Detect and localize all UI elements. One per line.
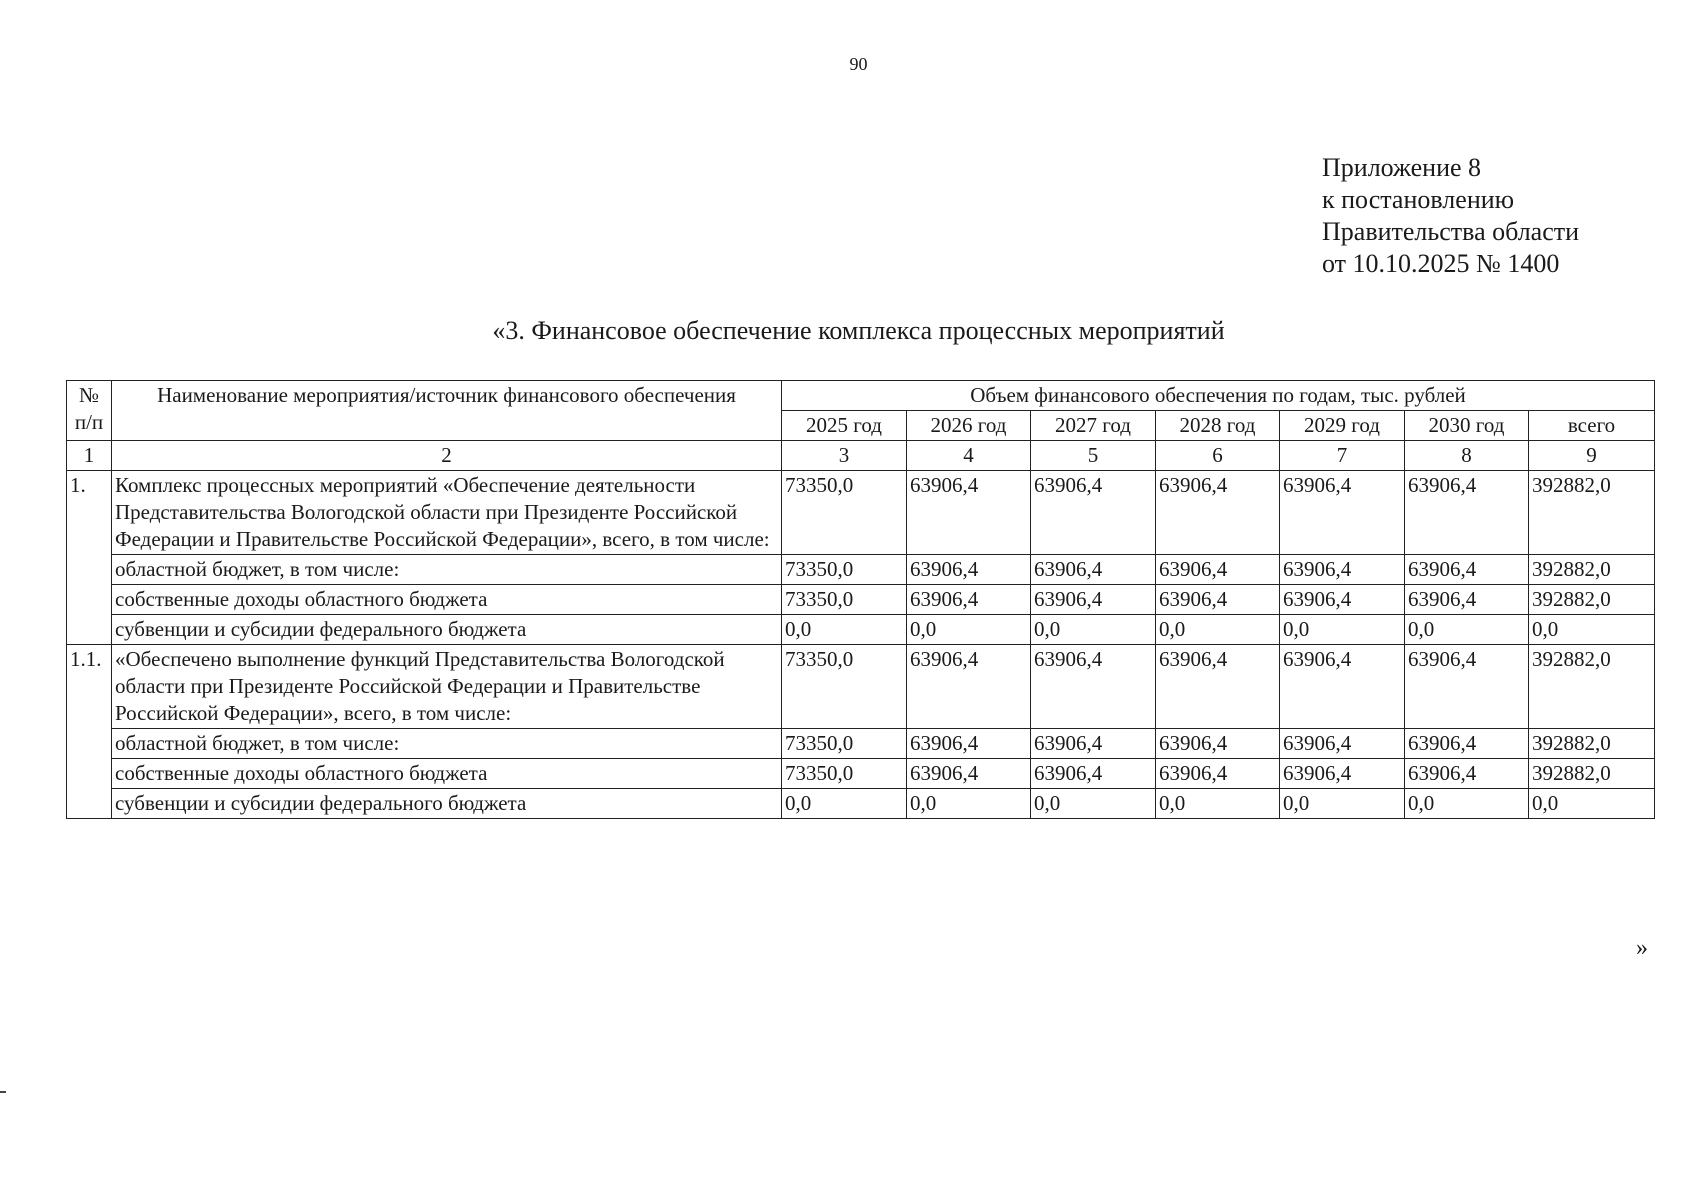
- header-year-2025: 2025 год: [782, 411, 907, 441]
- value-cell: 0,0: [1529, 615, 1655, 645]
- appendix-line-1: Приложение 8: [1322, 153, 1482, 182]
- header-year-2027: 2027 год: [1031, 411, 1156, 441]
- table-row: [67, 471, 1655, 555]
- header-year-2030: 2030 год: [1405, 411, 1529, 441]
- value-cell: 63906,4: [907, 729, 1031, 759]
- value-cell: 63906,4: [1031, 471, 1156, 555]
- value-cell: 63906,4: [1156, 471, 1280, 555]
- value-cell: 63906,4: [907, 759, 1031, 789]
- header-total: всего: [1529, 411, 1655, 441]
- value-cell: 0,0: [1156, 615, 1280, 645]
- appendix-line-3: Правительства области: [1322, 217, 1580, 246]
- row-name: субвенции и субсидии федерального бюджета: [112, 789, 782, 819]
- value-cell: 63906,4: [1405, 585, 1529, 615]
- value-cell: 392882,0: [1529, 729, 1655, 759]
- table-row: [67, 645, 1655, 729]
- header-volume: Объем финансового обеспечения по годам, тыс. рублей: [782, 381, 1655, 411]
- row-name: собственные доходы областного бюджета: [112, 585, 782, 615]
- row-number: 1.: [67, 471, 112, 645]
- value-cell: 63906,4: [1156, 729, 1280, 759]
- value-cell: 63906,4: [1156, 645, 1280, 729]
- value-cell: 0,0: [1031, 789, 1156, 819]
- document-title: «3. Финансовое обеспечение комплекса процессных мероприятий: [492, 316, 1225, 345]
- appendix-block: [1322, 152, 1579, 280]
- col-number: 7: [1280, 441, 1405, 471]
- value-cell: 0,0: [1280, 789, 1405, 819]
- value-cell: 63906,4: [1031, 759, 1156, 789]
- value-cell: 0,0: [1529, 789, 1655, 819]
- header-year-2028: 2028 год: [1156, 411, 1280, 441]
- value-cell: 63906,4: [907, 555, 1031, 585]
- value-cell: 63906,4: [1156, 555, 1280, 585]
- appendix-line-2: к постановлению: [1322, 185, 1515, 214]
- value-cell: 0,0: [1280, 615, 1405, 645]
- table-row: [67, 585, 1655, 615]
- value-cell: 63906,4: [1405, 729, 1529, 759]
- value-cell: 63906,4: [1031, 645, 1156, 729]
- scan-edge-mark: [0, 1091, 6, 1093]
- value-cell: 63906,4: [907, 645, 1031, 729]
- value-cell: 73350,0: [782, 759, 907, 789]
- value-cell: 73350,0: [782, 555, 907, 585]
- table-row: [67, 789, 1655, 819]
- value-cell: 63906,4: [1405, 645, 1529, 729]
- value-cell: 392882,0: [1529, 759, 1655, 789]
- col-number: 9: [1529, 441, 1655, 471]
- col-number: 1: [67, 441, 112, 471]
- value-cell: 63906,4: [1031, 729, 1156, 759]
- closing-quote: »: [1636, 935, 1648, 961]
- value-cell: 63906,4: [1280, 645, 1405, 729]
- col-number: 6: [1156, 441, 1280, 471]
- table-body: [67, 471, 1655, 819]
- row-number: 1.1.: [67, 645, 112, 819]
- col-number: 4: [907, 441, 1031, 471]
- value-cell: 0,0: [907, 615, 1031, 645]
- value-cell: 0,0: [782, 615, 907, 645]
- header-name: Наименование мероприятия/источник финансового обеспечения: [112, 381, 782, 441]
- value-cell: 0,0: [782, 789, 907, 819]
- page-number: 90: [849, 54, 868, 74]
- column-number-row: [67, 441, 1655, 471]
- value-cell: 63906,4: [907, 585, 1031, 615]
- value-cell: 0,0: [1405, 789, 1529, 819]
- value-cell: 63906,4: [1031, 555, 1156, 585]
- row-name: областной бюджет, в том числе:: [112, 729, 782, 759]
- row-name: областной бюджет, в том числе:: [112, 555, 782, 585]
- value-cell: 73350,0: [782, 585, 907, 615]
- value-cell: 392882,0: [1529, 555, 1655, 585]
- value-cell: 63906,4: [1405, 471, 1529, 555]
- value-cell: 0,0: [1156, 789, 1280, 819]
- value-cell: 63906,4: [1405, 759, 1529, 789]
- value-cell: 392882,0: [1529, 471, 1655, 555]
- financing-table: [66, 380, 1655, 819]
- value-cell: 63906,4: [1280, 759, 1405, 789]
- header-year-2026: 2026 год: [907, 411, 1031, 441]
- col-number: 5: [1031, 441, 1156, 471]
- value-cell: 63906,4: [1156, 585, 1280, 615]
- value-cell: 63906,4: [1405, 555, 1529, 585]
- value-cell: 63906,4: [1280, 585, 1405, 615]
- col-number: 3: [782, 441, 907, 471]
- value-cell: 73350,0: [782, 729, 907, 759]
- table-row: [67, 615, 1655, 645]
- value-cell: 73350,0: [782, 645, 907, 729]
- table-row: [67, 729, 1655, 759]
- header-num: № п/п: [67, 381, 112, 441]
- col-number: 8: [1405, 441, 1529, 471]
- table-row: [67, 555, 1655, 585]
- value-cell: 392882,0: [1529, 645, 1655, 729]
- row-name: собственные доходы областного бюджета: [112, 759, 782, 789]
- value-cell: 63906,4: [1280, 471, 1405, 555]
- row-name: «Обеспечено выполнение функций Представительства Вологодской области при Президенте Российской Федерации и Правительстве Российской Федерации», всего, в том числе:: [112, 645, 782, 729]
- value-cell: 0,0: [1031, 615, 1156, 645]
- value-cell: 392882,0: [1529, 585, 1655, 615]
- value-cell: 63906,4: [1156, 759, 1280, 789]
- header-year-2029: 2029 год: [1280, 411, 1405, 441]
- row-name: субвенции и субсидии федерального бюджета: [112, 615, 782, 645]
- table-row: [67, 759, 1655, 789]
- value-cell: 63906,4: [907, 471, 1031, 555]
- value-cell: 63906,4: [1280, 555, 1405, 585]
- table-header: [67, 381, 1655, 471]
- value-cell: 0,0: [1405, 615, 1529, 645]
- value-cell: 63906,4: [1280, 729, 1405, 759]
- value-cell: 73350,0: [782, 471, 907, 555]
- value-cell: 0,0: [907, 789, 1031, 819]
- value-cell: 63906,4: [1031, 585, 1156, 615]
- appendix-line-4: от 10.10.2025 № 1400: [1322, 249, 1560, 278]
- row-name: Комплекс процессных мероприятий «Обеспечение деятельности Представительства Вологодской области при Президенте Российской Федерации и Правительстве Российской Федерации», всего, в том числе:: [112, 471, 782, 555]
- col-number: 2: [112, 441, 782, 471]
